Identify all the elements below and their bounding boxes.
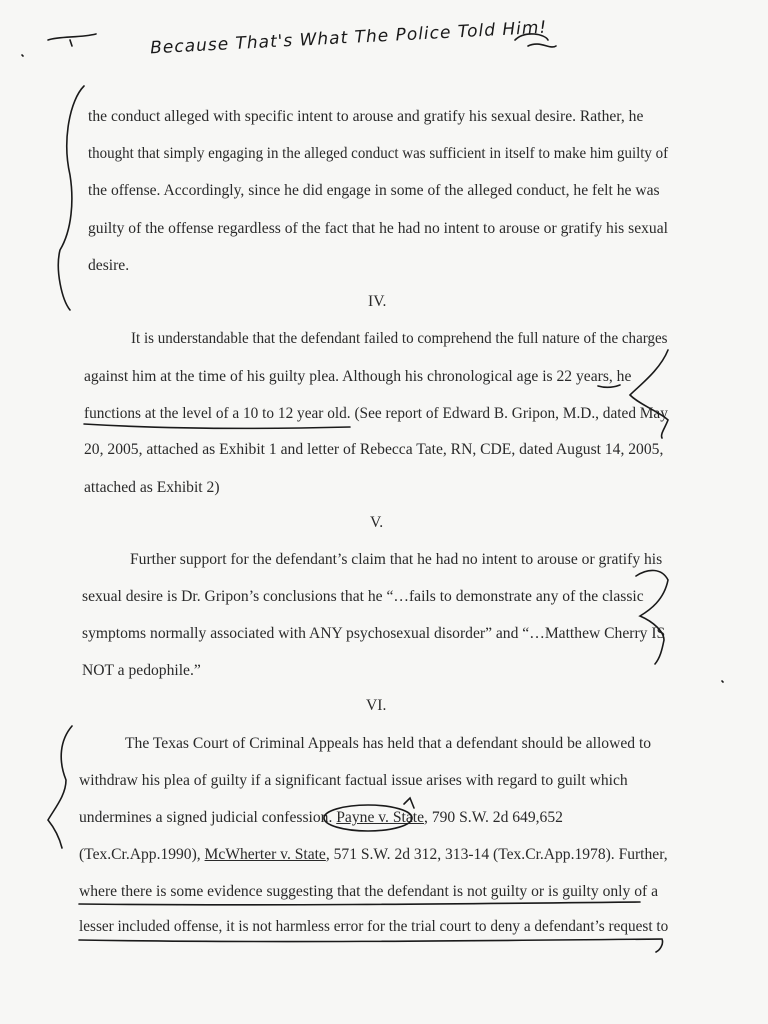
paragraph-line: 20, 2005, attached as Exhibit 1 and letter of Rebecca Tate, RN, CDE, dated August 14, 2005,: [84, 441, 664, 458]
paragraph-line: guilty of the offense regardless of the fact that he had no intent to arouse or gratify his sexual: [88, 220, 668, 237]
paragraph-line: functions at the level of a 10 to 12 year old. (See report of Edward B. Gripon, M.D., dated May: [84, 405, 668, 422]
case-citation-payne: Payne v. State: [336, 809, 425, 826]
section-heading-v: V.: [370, 514, 384, 531]
margin-dot: [22, 55, 23, 56]
paragraph-line: against him at the time of his guilty plea. Although his chronological age is 22 years, he: [84, 368, 632, 385]
section-heading-iv: IV.: [368, 293, 387, 310]
top-left-scribble: [48, 34, 96, 46]
paragraph-line: attached as Exhibit 2): [84, 479, 220, 496]
paragraph-line: withdraw his plea of guilty if a significant factual issue arises with regard to guilt which: [79, 772, 628, 789]
paragraph-line: It is understandable that the defendant failed to comprehend the full nature of the charges: [131, 330, 668, 347]
line-text: , 790 S.W. 2d 649,652: [424, 809, 563, 826]
paragraph-line: the offense. Accordingly, since he did engage in some of the alleged conduct, he felt he was: [88, 182, 660, 199]
underline-functions: [84, 424, 350, 428]
paragraph-line: thought that simply engaging in the alleged conduct was sufficient in itself to make him guilty of: [88, 145, 669, 162]
margin-dot: [722, 681, 723, 682]
section-heading-vi: VI.: [366, 697, 387, 714]
handwritten-note: Because That's What The Police Told Him!: [149, 17, 548, 59]
case-citation-mcwherter: McWherter v. State: [204, 846, 326, 863]
line-text: undermines a signed judicial confession.: [79, 809, 337, 826]
paragraph-line: Further support for the defendant’s claim that he had no intent to arouse or gratify his: [130, 551, 663, 568]
paragraph-line: The Texas Court of Criminal Appeals has held that a defendant should be allowed to: [125, 735, 652, 752]
paragraph-line: the conduct alleged with specific intent to arouse and gratify his sexual desire. Rather, he: [88, 108, 644, 125]
paragraph-line: lesser included offense, it is not harmless error for the trial court to deny a defendant’s request to: [79, 918, 669, 935]
paragraph-line: sexual desire is Dr. Gripon’s conclusions that he “…fails to demonstrate any of the classic: [82, 588, 644, 605]
underline-where: [79, 902, 640, 905]
paragraph-line: where there is some evidence suggesting that the defendant is not guilty or is guilty only of a: [79, 883, 659, 900]
paragraph-line: [79, 809, 563, 827]
right-brace-5: [636, 570, 668, 664]
caret-mark: [404, 798, 414, 808]
line-text: (Tex.Cr.App.1990),: [79, 846, 205, 863]
underline-lesser: [79, 939, 663, 952]
paragraph-line: desire.: [88, 257, 130, 274]
line-text: , 571 S.W. 2d 312, 313-14 (Tex.Cr.App.1978). Further,: [325, 846, 668, 863]
left-brace-1: [58, 86, 84, 310]
left-brace-6: [48, 726, 72, 848]
paragraph-line: NOT a pedophile.”: [82, 662, 201, 679]
right-brace-4: [630, 350, 668, 438]
paragraph-line: symptoms normally associated with ANY psychosexual disorder” and “…Matthew Cherry IS: [82, 625, 666, 642]
paragraph-line: [79, 846, 668, 864]
